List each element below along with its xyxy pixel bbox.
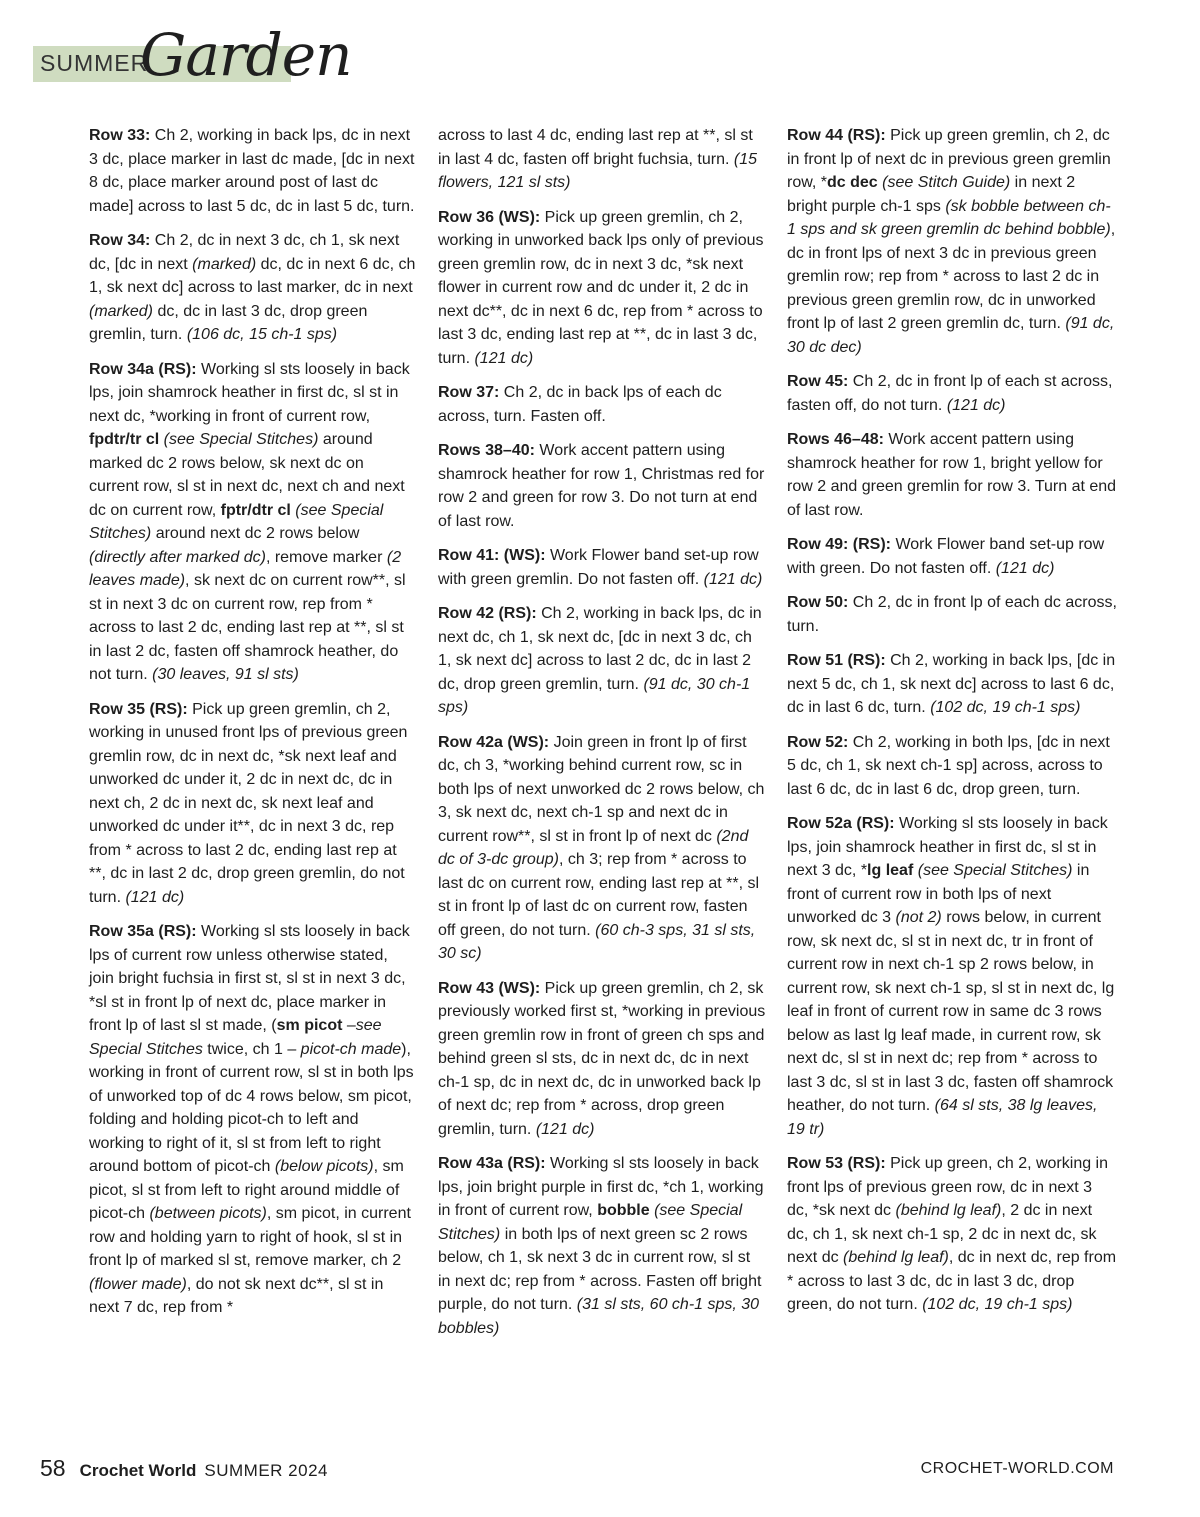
instruction-text: (106 dc, 15 ch-1 sps) bbox=[186, 326, 338, 343]
instruction-text: (see Special Stitches) bbox=[917, 862, 1073, 879]
instruction-text: (see Special Stitches) bbox=[163, 431, 319, 448]
instruction-text: Pick up green gremlin, ch 2, working in unworked back lps only of previous green gremlin row, dc in next 3 dc, *sk next flower in current row and dc under it, 2 dc in next dc**, dc in next 6 dc, rep from * across to last 3 dc, ending last rep at **, dc in last 3 dc, turn. bbox=[438, 208, 764, 367]
instruction-text: (behind lg leaf) bbox=[895, 1202, 1002, 1219]
instruction-text: (flower made) bbox=[89, 1275, 187, 1293]
instruction-text: (marked) bbox=[89, 302, 154, 320]
instruction-paragraph bbox=[787, 1152, 1117, 1317]
instruction-text: Pick up green gremlin, ch 2, dc in front lp of next dc in previous green gremlin row, * bbox=[787, 127, 1111, 191]
instruction-text: , do not sk next dc**, sl st in next 7 dc, rep from * bbox=[89, 1275, 384, 1316]
instruction-text: in both lps of next green sc 2 rows below, ch 1, sk next 3 dc in current row, sl st in next dc; rep from * across. Fasten off bright purple, do not turn. bbox=[438, 1225, 762, 1313]
instruction-text: Work Flower band set-up row with green. Do not fasten off. bbox=[787, 536, 1105, 577]
instruction-text: picot-ch made bbox=[300, 1040, 402, 1058]
instruction-text: Ch 2, working in both lps, [dc in next 5 dc, ch 1, sk next ch-1 sp] across, across to last 6 dc, dc in last 6 dc, drop green, turn. bbox=[787, 733, 1110, 798]
instruction-text: Ch 2, working in back lps, dc in next dc, ch 1, sk next dc, [dc in next 3 dc, ch 1, sk next dc] across to last 2 dc, dc in last 2 dc, drop green gremlin, turn. bbox=[438, 605, 762, 693]
instruction-text: across to last 4 dc, ending last rep at **, sl st in last 4 dc, fasten off bright fuchsia, turn. bbox=[438, 127, 753, 168]
instruction-text: (marked) bbox=[192, 255, 257, 273]
instruction-text: see Special Stitches bbox=[89, 1017, 382, 1058]
page-number: 58 bbox=[40, 1455, 66, 1481]
instruction-text: (behind lg leaf) bbox=[843, 1249, 949, 1266]
instruction-paragraph bbox=[438, 977, 766, 1142]
instruction-paragraph bbox=[787, 649, 1117, 720]
instruction-text: (directly after marked dc) bbox=[89, 548, 266, 566]
row-label: Row 44 (RS): bbox=[787, 127, 886, 144]
row-label: Row 43a (RS): bbox=[438, 1155, 546, 1172]
instruction-paragraph bbox=[89, 920, 417, 1320]
instruction-text: Working sl sts loosely in back lps of current row unless otherwise stated, join bright fuchsia in first st, sl st in next 3 dc, *sl st in front lp of next dc, place marker in front lp of last sl st made, ( bbox=[89, 923, 410, 1034]
instruction-text: (121 dc) bbox=[125, 888, 185, 906]
instruction-text: in next 2 bright purple ch-1 sps bbox=[787, 174, 1076, 215]
instruction-text: (60 ch-3 sps, 31 sl sts, 30 sc) bbox=[438, 921, 756, 962]
instruction-text: Working sl sts loosely in back lps, join bright purple in first dc, *ch 1, working in front of current row, bbox=[438, 1155, 764, 1219]
instruction-text: (31 sl sts, 60 ch-1 sps, 30 bobbles) bbox=[438, 1296, 760, 1337]
instruction-paragraph bbox=[438, 206, 766, 371]
row-label: Row 34: bbox=[89, 232, 151, 249]
instruction-paragraph bbox=[438, 439, 766, 533]
row-label: Rows 46–48: bbox=[787, 431, 884, 448]
instruction-paragraph bbox=[787, 533, 1117, 580]
instruction-text: (102 dc, 19 ch-1 sps) bbox=[930, 699, 1081, 716]
instruction-text: Ch 2, working in back lps, dc in next 3 dc, place marker in last dc made, [dc in next 8 dc, place marker around post of last dc made] across to last 5 dc, dc in last 5 dc, turn. bbox=[89, 127, 415, 215]
instruction-text: , sk next dc on current row**, sl st in next 3 dc on current row, rep from * across to last 2 dc, ending last rep at **, sl st in last 2 dc, fasten off shamrock heather, do not turn. bbox=[89, 572, 406, 683]
instruction-text: (not 2) bbox=[895, 909, 942, 926]
instruction-paragraph bbox=[787, 812, 1117, 1141]
instruction-paragraph bbox=[89, 229, 417, 347]
instruction-text: (2 leaves made) bbox=[89, 548, 402, 589]
instruction-text: , ch 3; rep from * across to last dc on current row, ending last rep at **, sl st in front lp of last dc on current row, fasten off green, do not turn. bbox=[438, 851, 760, 939]
instruction-text: – bbox=[342, 1017, 356, 1034]
instruction-text: lg leaf bbox=[867, 862, 914, 879]
instruction-text: (121 dc) bbox=[703, 570, 763, 588]
instruction-paragraph bbox=[438, 124, 766, 195]
instruction-text: Ch 2, dc in next 3 dc, ch 1, sk next dc, [dc in next bbox=[89, 232, 400, 273]
instruction-text: Working sl sts loosely in back lps, join shamrock heather in first dc, sl st in next dc, *working in front of current row, bbox=[89, 360, 410, 425]
instruction-text: (91 dc, 30 dc dec) bbox=[787, 315, 1115, 356]
instruction-paragraph bbox=[438, 544, 766, 591]
row-label: Row 35a (RS): bbox=[89, 923, 197, 940]
instruction-paragraph bbox=[787, 591, 1117, 638]
instruction-paragraph bbox=[438, 381, 766, 428]
instruction-text: Ch 2, working in back lps, [dc in next 5 dc, ch 1, sk next dc] across to last 6 dc, dc in last 6 dc, turn. bbox=[787, 652, 1116, 716]
instruction-paragraph bbox=[89, 358, 417, 687]
instruction-text: (between picots) bbox=[149, 1205, 267, 1222]
row-label: Row 41: (WS): bbox=[438, 547, 546, 564]
website-url: CROCHET-WORLD.COM bbox=[920, 1460, 1114, 1477]
instruction-text: (121 dc) bbox=[946, 396, 1006, 414]
instruction-text: (below picots) bbox=[274, 1158, 374, 1175]
page-footer bbox=[40, 1455, 328, 1482]
instruction-text: Ch 2, dc in front lp of each st across, fasten off, do not turn. bbox=[787, 373, 1113, 414]
instruction-text: in front of current row in both lps of next unworked dc 3 bbox=[787, 862, 1090, 926]
row-label: Row 51 (RS): bbox=[787, 652, 886, 669]
instruction-text: sm picot bbox=[276, 1017, 343, 1034]
instruction-text: Work accent pattern using shamrock heather for row 1, Christmas red for row 2 and green for row 3. Do not turn at end of last row. bbox=[438, 442, 765, 530]
row-label: Row 53 (RS): bbox=[787, 1155, 886, 1172]
instruction-text: , 2 dc in next dc, ch 1, sk next ch-1 sp, 2 dc in next dc, sk next dc bbox=[787, 1202, 1097, 1266]
row-label: Row 35 (RS): bbox=[89, 700, 188, 718]
instruction-text: (121 dc) bbox=[535, 1120, 595, 1138]
instruction-paragraph bbox=[787, 124, 1117, 359]
instruction-text: (121 dc) bbox=[995, 559, 1055, 577]
instruction-text: Pick up green gremlin, ch 2, sk previously worked first st, *working in previous green gremlin row in front of green ch sps and behind green sl sts, dc in next dc, dc in next ch-1 sp, dc in next dc, dc in unworked back lp of next dc; rep from * across, drop green gremlin, turn. bbox=[438, 979, 766, 1138]
row-label: Row 34a (RS): bbox=[89, 360, 197, 378]
instruction-paragraph bbox=[787, 428, 1117, 522]
instruction-text: Join green in front lp of first dc, ch 3, *working behind current row, sc in both lps of next unworked dc 2 rows below, ch 3, sk next dc, next ch-1 sp and next dc in current row**, sl st in front lp of next dc bbox=[438, 733, 765, 845]
row-label: Row 45: bbox=[787, 373, 849, 390]
instruction-text: , dc in front lps of next 3 dc in previous green gremlin row; rep from * across to last 2 dc in previous green gremlin row, dc in unworked front lp of last 2 green gremlin dc, turn. bbox=[787, 221, 1116, 332]
instruction-text: (15 flowers, 121 sl sts) bbox=[438, 150, 757, 191]
text-column-1 bbox=[89, 124, 417, 1331]
instruction-text: , sm picot, sl st from left to right around middle of picot-ch bbox=[89, 1158, 404, 1222]
instruction-text: bobble bbox=[597, 1202, 650, 1219]
instruction-text: Pick up green, ch 2, working in front lps of previous green row, dc in next 3 dc, *sk next dc bbox=[787, 1155, 1109, 1219]
instruction-text: (sk bobble between ch-1 sps and sk green gremlin dc behind bobble) bbox=[787, 197, 1111, 238]
instruction-text: dc, dc in last 3 dc, drop green gremlin, turn. bbox=[89, 302, 368, 343]
row-label: Row 42 (RS): bbox=[438, 605, 537, 622]
instruction-text: Working sl sts loosely in back lps, join shamrock heather in first dc, sl st in next 3 dc, * bbox=[787, 815, 1108, 879]
row-label: Row 37: bbox=[438, 384, 500, 401]
text-column-2 bbox=[438, 124, 766, 1351]
row-label: Row 33: bbox=[89, 127, 151, 144]
instruction-text: rows below, in current row, sk next dc, sl st in next dc, tr in front of current row in next ch-1 sp 2 rows below, in current row, sk next ch-1 sp, sl st in next dc, lg leaf in front of current row in same dc 3 rows below as last lg leaf made, in current row, sk next dc, sl st in next dc; rep from * across to last 3 dc, sl st in last 3 dc, fasten off shamrock heather, do not turn. bbox=[787, 909, 1115, 1114]
instruction-text: (64 sl sts, 38 lg leaves, 19 tr) bbox=[787, 1097, 1098, 1138]
instruction-paragraph bbox=[89, 698, 417, 910]
row-label: Row 36 (WS): bbox=[438, 208, 541, 226]
text-column-3 bbox=[787, 124, 1117, 1328]
instruction-text: , dc in next dc, rep from * across to last 3 dc, dc in last 3 dc, drop green, do not turn. bbox=[787, 1249, 1117, 1313]
instruction-text: dc, dc in next 6 dc, ch 1, sk next dc] across to last marker, dc in next bbox=[89, 255, 416, 296]
instruction-text: Work accent pattern using shamrock heather for row 1, bright yellow for row 2 and green gremlin for row 3. Turn at end of last row. bbox=[787, 431, 1117, 519]
instruction-text: (see Special Stitches) bbox=[89, 501, 384, 542]
instruction-text: around next dc 2 rows below bbox=[151, 525, 360, 542]
row-label: Row 49: (RS): bbox=[787, 536, 891, 553]
row-label: Row 43 (WS): bbox=[438, 979, 541, 997]
instruction-text: twice, ch 1 – bbox=[202, 1040, 301, 1058]
magazine-name: Crochet World bbox=[79, 1461, 197, 1480]
section-title-garden: Garden bbox=[140, 21, 352, 89]
row-label: Row 52a (RS): bbox=[787, 815, 895, 832]
instruction-paragraph bbox=[89, 124, 417, 218]
instruction-text: (2nd dc of 3-dc group) bbox=[438, 827, 749, 868]
instruction-text: around marked dc 2 rows below, sk next dc on current row, sl st in next dc, next ch and next dc on current row, bbox=[89, 431, 405, 519]
instruction-text: , remove marker bbox=[265, 548, 387, 566]
instruction-text: Ch 2, dc in front lp of each dc across, turn. bbox=[787, 594, 1117, 635]
instruction-paragraph bbox=[438, 731, 766, 966]
instruction-text: (102 dc, 19 ch-1 sps) bbox=[922, 1296, 1073, 1313]
instruction-paragraph bbox=[438, 602, 766, 720]
instruction-text: (121 dc) bbox=[474, 349, 534, 367]
instruction-text: Work Flower band set-up row with green gremlin. Do not fasten off. bbox=[438, 547, 759, 588]
instruction-text: fptr/dtr cl bbox=[220, 501, 291, 519]
row-label: Row 42a (WS): bbox=[438, 733, 550, 751]
instruction-text: (91 dc, 30 ch-1 sps) bbox=[438, 675, 751, 716]
instruction-text: (see Stitch Guide) bbox=[882, 174, 1011, 191]
instruction-text: fpdtr/tr cl bbox=[89, 431, 160, 448]
instruction-text: dc dec bbox=[827, 174, 878, 191]
instruction-text: Ch 2, dc in back lps of each dc across, turn. Fasten off. bbox=[438, 384, 722, 425]
instruction-paragraph bbox=[787, 731, 1117, 802]
instruction-text: Pick up green gremlin, ch 2, working in unused front lps of previous green gremlin row, dc in next dc, *sk next leaf and unworked dc under it, 2 dc in next dc, dc in next ch, 2 dc in next dc, sk next leaf and unworked dc under it**, dc in next 3 dc, rep from * across to last 2 dc, ending last rep at **, dc in last 2 dc, drop green gremlin, do not turn. bbox=[89, 700, 408, 906]
instruction-text: , sm picot, in current row and holding yarn to right of hook, sl st in front lp of marked sl st, remove marker, ch 2 bbox=[89, 1205, 411, 1269]
row-label: Row 52: bbox=[787, 733, 849, 751]
section-title-summer: SUMMER bbox=[40, 50, 149, 76]
instruction-paragraph bbox=[787, 370, 1117, 417]
row-label: Rows 38–40: bbox=[438, 442, 535, 459]
instruction-text: (30 leaves, 91 sl sts) bbox=[152, 666, 299, 683]
issue-label: SUMMER 2024 bbox=[204, 1461, 329, 1480]
instruction-text: ), working in front of current row, sl st in both lps of unworked top of dc 4 rows below, sm picot, folding and holding picot-ch to left and working to right of it, sl st from left to right around bottom of picot-ch bbox=[89, 1040, 414, 1175]
instruction-paragraph bbox=[438, 1152, 766, 1340]
row-label: Row 50: bbox=[787, 594, 849, 611]
instruction-text: (see Special Stitches) bbox=[438, 1202, 743, 1243]
